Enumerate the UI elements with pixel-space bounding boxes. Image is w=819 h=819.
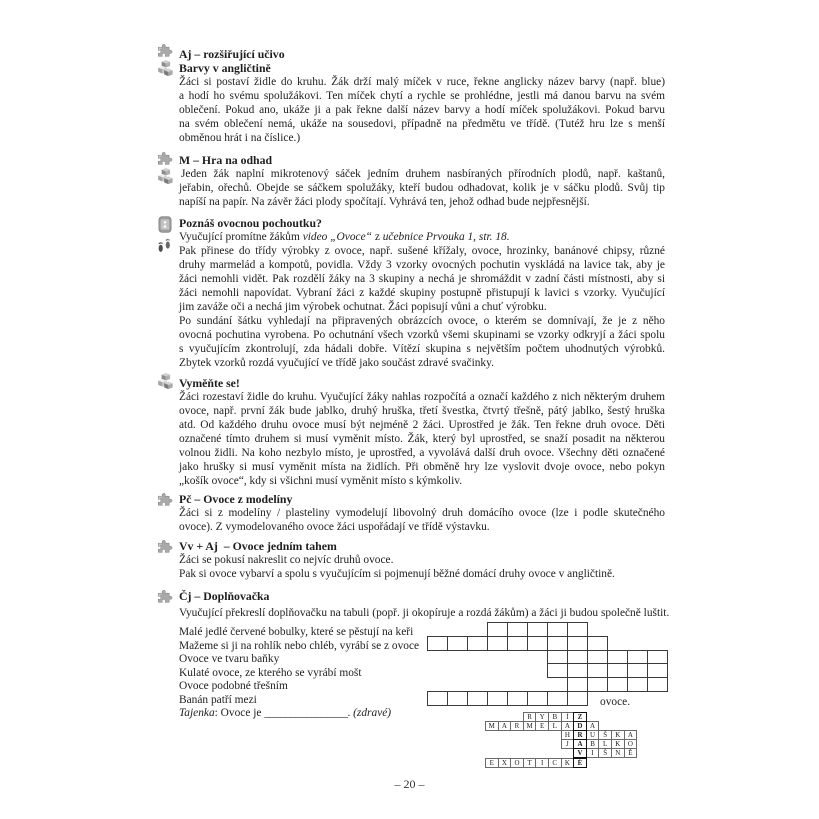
crossword-cell: [447, 691, 468, 706]
crossword-cell: [467, 636, 488, 651]
solution-cell: B: [548, 712, 562, 722]
text-line: Pak přinese do třídy výrobky z ovoce, např. sušené křížaly, ovoce, hrozinky, banánové chipsy, různé: [179, 245, 665, 257]
solution-cell: X: [498, 758, 512, 768]
crossword-cell: [627, 663, 648, 678]
tajenka-blank: ________________: [264, 707, 348, 719]
tablet-icon: [158, 215, 172, 234]
intro-mid: z: [371, 231, 383, 243]
crossword-cell: [467, 691, 488, 706]
text-line: Žáci rozestaví židle do kruhu. Vyučující žáky nahlas rozpočítá a označí každého z nich některým druhem: [179, 391, 665, 403]
blocks-icon: [156, 373, 174, 390]
solution-cell-tajenka: A: [573, 739, 587, 749]
crossword-row-2: [427, 636, 607, 651]
solution-cell: Š: [598, 730, 612, 740]
intro-prefix: Vyučující promítne žákům: [179, 231, 303, 243]
crossword-clue: Kulaté ovoce, ze kterého se vyrábí mošt: [179, 666, 362, 679]
solution-cell: I: [535, 758, 549, 768]
crossword-row-3: [547, 650, 667, 665]
puzzle-icon: [156, 43, 174, 58]
crossword-row-1: [487, 622, 587, 637]
crossword-clue: Banán patří mezi: [179, 693, 257, 706]
crossword-cell: [547, 636, 568, 651]
crossword-clue: Mažeme si ji na rohlík nebo chléb, vyrábí se z ovoce: [179, 639, 420, 652]
text-line: ovocná pochutina vyrobena. Po ochutnání všech vzorků všemi skupinami se vzorky odkryjí a žáci spolu: [179, 329, 665, 341]
solution-cell: C: [548, 758, 562, 768]
crossword-cell: [547, 650, 568, 665]
solution-cell: O: [510, 758, 524, 768]
section-title: Pč – Ovoce z modelíny: [179, 492, 293, 506]
text-line: označené tímto druhem si musí vyměnit místo. Žák, který byl uprostřed, se snaží posadit na některou: [179, 433, 665, 445]
crossword-cell: [487, 691, 508, 706]
crossword-cell: [607, 650, 628, 665]
solution-cell: A: [624, 730, 638, 740]
text-line: Žáci se pokusí nakreslit co nejvíc druhů ovoce.: [179, 554, 394, 566]
puzzle-icon: [156, 539, 174, 554]
text-line: obměnou hrát i na číslice.): [179, 132, 301, 144]
text-line: na svém oblečení nemá, ukáže na sousedovi, případně na předmětu ve třídě. (Tutéž hru lze s menší: [179, 118, 665, 130]
solution-cell: E: [485, 758, 499, 768]
blocks-icon: [156, 168, 174, 185]
puzzle-icon: [156, 589, 174, 604]
footprints-icon: [156, 237, 173, 254]
section-title: Vyměňte se!: [179, 376, 240, 390]
solution-cell: E: [535, 721, 549, 731]
solution-cell: N: [611, 748, 625, 758]
solution-cell-tajenka: V: [573, 748, 587, 758]
solution-cell-tajenka: D: [573, 721, 587, 731]
text-line: napíší na papír. Na závěr žáci plody spočítají. Vyhrává ten, jehož odhad bude nejpřesnější.: [179, 196, 590, 208]
text-line: Jeden žák naplní mikrotenový sáček jedním druhem nasbíraných přírodních plodů, např. kaštanů,: [181, 168, 665, 180]
solution-cell: Š: [598, 748, 612, 758]
section-title: Poznáš ovocnou pochoutku?: [179, 216, 322, 230]
crossword-clue: Ovoce ve tvaru baňky: [179, 653, 280, 665]
crossword-cell: [647, 663, 668, 678]
tajenka-end: .: [347, 707, 354, 719]
solution-cell: L: [598, 739, 612, 749]
section-title: Barvy v angličtině: [179, 61, 271, 75]
crossword-cell: [567, 636, 588, 651]
crossword-cell: [587, 650, 608, 665]
textbook-reference: učebnice Prvouka 1, str. 18.: [382, 231, 510, 243]
section-guessing-game: [179, 153, 665, 209]
solution-cell: L: [548, 721, 562, 731]
solution-cell: Y: [535, 712, 549, 722]
last-row-suffix: ovoce.: [600, 696, 631, 708]
solution-cell: H: [561, 730, 575, 740]
crossword-cell: [647, 677, 668, 692]
solution-cell: A: [586, 721, 600, 731]
crossword-cell: [527, 691, 548, 706]
text-line: „košík ovoce“, kdy si všichni musí vyměnit místo s kýmkoliv.: [179, 475, 463, 487]
solution-cell: R: [523, 712, 537, 722]
crossword-cell: [587, 636, 608, 651]
crossword-cell: [507, 622, 528, 637]
text-line: atd. Od každého druhu ovoce musí být nejméně 2 žáci. Uprostřed je žák. Ten řekne druh ovoce. Děti: [179, 419, 665, 431]
section-title: M – Hra na odhad: [179, 153, 273, 167]
crossword-cell: [567, 650, 588, 665]
text-line: druhy marmelád a kompotů, povidla. Vždy 3 vzorky ovocných pochutin vyskládá na lavice tak, aby je: [179, 259, 665, 271]
section-title: Čj – Doplňovačka: [179, 589, 270, 603]
solution-row-6: [485, 758, 586, 768]
text-line: jako hrušky si musí vyměnit místa na židlích. Při obměně hry lze vyslovit dvoje ovoce, nebo pokyn: [179, 461, 665, 473]
text-line: ovoce). Z vymodelovaného ovoce žáci uspořádají ve třídě výstavku.: [179, 521, 490, 533]
text-line: a hodí ho svému spolužákovi. Ten míček chytí a rychle se prohlédne, jestli má danou barvu na svém: [179, 90, 665, 102]
section-colors-english: [179, 47, 665, 145]
puzzle-icon: [156, 151, 174, 166]
text-line: oblečení. Pokud ano, ukáže ji a pak řekne další název barvy a hodí míček spolužákovi. Pokud barvu: [179, 104, 665, 116]
solution-cell: O: [624, 739, 638, 749]
crossword-cell: [567, 691, 588, 706]
page-number: – 20 –: [394, 777, 425, 791]
solution-cell: I: [586, 748, 600, 758]
solution-cell-tajenka: É: [573, 758, 587, 768]
solution-cell: R: [510, 721, 524, 731]
solution-cell-tajenka: Z: [573, 712, 587, 722]
crossword-cell: [627, 650, 648, 665]
crossword-row-4: [547, 663, 667, 678]
solution-cell: B: [586, 739, 600, 749]
solution-cell: J: [561, 739, 575, 749]
text-line: Žáci si postaví židle do kruhu. Žák drží malý míček v ruce, řekne anglicky název barvy (např. blue): [179, 76, 665, 88]
section-subject: Aj – rozšiřující učivo: [179, 47, 285, 61]
crossword-cell: [587, 677, 608, 692]
tajenka-text: : Ovoce je: [214, 707, 265, 719]
text-line: jim zaváže oči a nechá jim výrobek ochutnat. Žáci popisují vůni a chuť výrobku.: [179, 301, 547, 313]
text-line: jeřabin, ořechů. Obejde se sáčkem spolužáky, kteří budou odhadovat, kolik je v sáčku plodů. Svůj tip: [179, 182, 665, 194]
tajenka-label: Tajenka: [179, 707, 215, 719]
text-line: ovoce, např. první žák bude jablko, druhý hruška, třetí švestka, čtvrtý třešně, pátý jablko, šestý hruška: [179, 405, 665, 417]
crossword-cell: [567, 677, 588, 692]
text-line: Pak si ovoce vybarví a spolu s vyučujícím si pojmenují běžné domácí druhy ovoce v angličtině.: [179, 568, 615, 580]
solution-cell: M: [523, 721, 537, 731]
crossword-cell: [527, 622, 548, 637]
crossword-cell: [527, 636, 548, 651]
crossword-cell: [607, 677, 628, 692]
crossword-cell: [647, 650, 668, 665]
solution-cell: M: [485, 721, 499, 731]
section-fruit-tasting: [179, 216, 665, 370]
crossword-cell: [547, 663, 568, 678]
crossword-cell: [427, 691, 448, 706]
crossword-cell: [487, 636, 508, 651]
text-line: Zbytek vzorků rozdá vyučující ve třídě jako součást zdravé svačinky.: [179, 357, 494, 369]
solution-cell-tajenka: R: [573, 730, 587, 740]
crossword-cell: [587, 663, 608, 678]
solution-cell: A: [498, 721, 512, 731]
text-line: žáci nemohli vidět. Pak rozdělí žáky na 3 skupiny a nechá je shromáždit v zadní části místnosti, aby si: [179, 273, 665, 285]
crossword-intro: Vyučující překreslí doplňovačku na tabuli (popř. ji okopíruje a rozdá žákům) a žáci ji budou společně luštit.: [179, 607, 670, 619]
blocks-icon: [156, 60, 174, 77]
text-line: s vyučujícím zkontrolují, zda hádali dobře. Vítězí skupina s největším počtem uhodnutých výrobků.: [179, 343, 665, 355]
crossword-cell: [567, 663, 588, 678]
intro-line: [179, 230, 665, 244]
puzzle-icon: [156, 492, 174, 507]
crossword-clue: Ovoce podobné třešním: [179, 680, 288, 692]
tajenka-answer: (zdravé): [353, 707, 392, 719]
solution-cell: K: [611, 739, 625, 749]
solution-cell: Í: [561, 712, 575, 722]
solution-cell: Ě: [624, 748, 638, 758]
solution-cell: T: [523, 758, 537, 768]
section-swap-game: [179, 376, 665, 488]
crossword-cell: [607, 663, 628, 678]
section-one-stroke-drawing: [179, 539, 665, 581]
section-modelling-fruit: [179, 492, 665, 534]
crossword-cell: [507, 691, 528, 706]
solution-cell: A: [561, 721, 575, 731]
crossword-cell: [627, 677, 648, 692]
solution-cell: K: [561, 758, 575, 768]
crossword-cell: [427, 636, 448, 651]
section-title: Vv + Aj – Ovoce jedním tahem: [179, 539, 337, 553]
text-line: volnou židli. Na koho nezbylo místo, je uprostřed, a vyvolává další druh ovoce. Všechny děti označené: [179, 447, 665, 459]
text-line: Žáci si z modelíny / plasteliny vymodelují libovolný druh domácího ovoce (lze i podle skutečného: [179, 507, 665, 519]
crossword-cell: [547, 622, 568, 637]
crossword-row-5: [567, 677, 667, 692]
solution-cell: U: [586, 730, 600, 740]
crossword-cell: [507, 636, 528, 651]
crossword-row-6: [427, 691, 587, 706]
solution-cell: K: [611, 730, 625, 740]
crossword-cell: [567, 622, 588, 637]
crossword-cell: [547, 691, 568, 706]
crossword-clue: Malé jedlé červené bobulky, které se pěstují na keři: [179, 626, 414, 638]
text-line: Po sundání šátku vyhledají na připravených obrázcích ovoce, o kterém se domnívají, že je z něho: [179, 315, 665, 327]
video-reference: video „Ovoce“: [302, 231, 372, 243]
tajenka-line: [179, 707, 665, 721]
text-line: žáci nemohli napovídat. Vybraní žáci z každé skupiny postupně přistupují k lavici s vzorky. Vyučující: [179, 287, 665, 299]
crossword-cell: [487, 622, 508, 637]
crossword-cell: [447, 636, 468, 651]
